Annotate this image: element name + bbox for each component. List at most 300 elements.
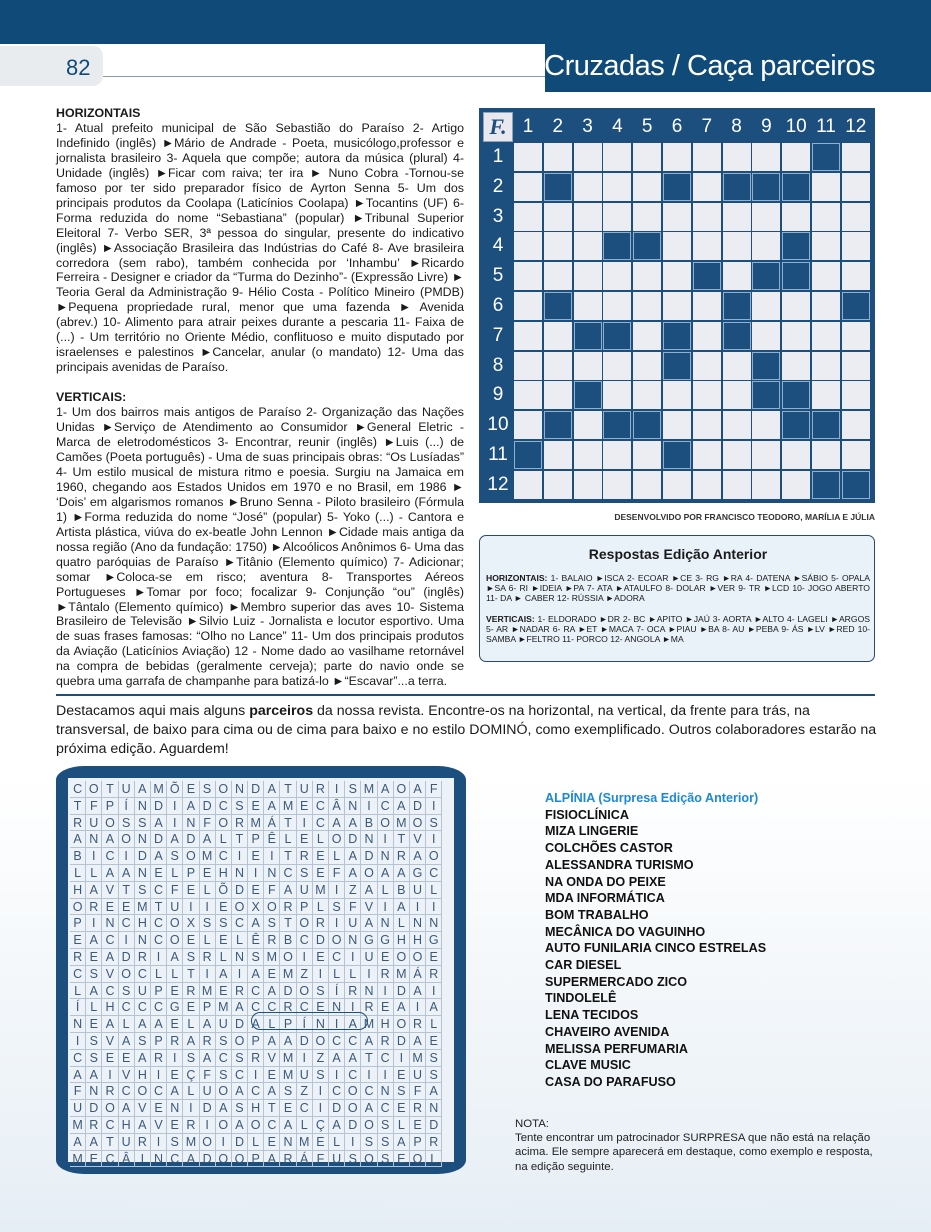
word-search-letter[interactable]: A [329, 1050, 345, 1067]
word-search-letter[interactable]: V [119, 1067, 135, 1084]
word-search-letter[interactable]: I [313, 1083, 329, 1100]
crossword-cell[interactable] [514, 471, 542, 499]
crossword-cell[interactable] [752, 232, 780, 260]
word-search-letter[interactable]: I [361, 966, 377, 983]
word-search-letter[interactable]: C [70, 781, 86, 798]
word-search-letter[interactable]: H [70, 882, 86, 899]
word-search-letter[interactable]: I [167, 798, 183, 815]
word-search-letter[interactable]: E [216, 983, 232, 1000]
word-search-letter[interactable]: X [183, 915, 199, 932]
word-search-letter[interactable]: C [232, 915, 248, 932]
word-search-letter[interactable]: S [426, 1067, 442, 1084]
word-search-letter[interactable]: M [280, 1050, 296, 1067]
word-search-letter[interactable]: C [313, 815, 329, 832]
word-search-letter[interactable]: N [313, 1016, 329, 1033]
word-search-letter[interactable]: R [70, 949, 86, 966]
crossword-cell[interactable] [752, 471, 780, 499]
word-search-letter[interactable]: D [200, 798, 216, 815]
word-search-letter[interactable]: S [232, 798, 248, 815]
word-search-letter[interactable]: Ç [313, 1117, 329, 1134]
crossword-cell[interactable] [663, 143, 691, 171]
word-search-letter[interactable]: L [216, 831, 232, 848]
word-search-letter[interactable]: S [426, 815, 442, 832]
word-search-letter[interactable]: A [167, 949, 183, 966]
word-search-letter[interactable]: A [426, 999, 442, 1016]
word-search-letter[interactable]: E [183, 932, 199, 949]
word-search-letter[interactable]: S [135, 815, 151, 832]
word-search-letter[interactable]: R [167, 1033, 183, 1050]
word-search-letter[interactable]: P [102, 798, 118, 815]
crossword-cell[interactable] [633, 203, 661, 231]
word-search-letter[interactable]: C [102, 1117, 118, 1134]
word-search-letter[interactable]: L [151, 966, 167, 983]
word-search-letter[interactable]: C [151, 1083, 167, 1100]
word-search-letter[interactable]: C [345, 1067, 361, 1084]
word-search-letter[interactable]: U [119, 1134, 135, 1151]
word-search-letter[interactable]: I [313, 1100, 329, 1117]
word-search-letter[interactable]: L [119, 1016, 135, 1033]
word-search-letter[interactable]: C [102, 848, 118, 865]
word-search-letter[interactable]: I [119, 932, 135, 949]
word-search-letter[interactable]: I [426, 831, 442, 848]
word-search-letter[interactable]: D [200, 1100, 216, 1117]
word-search-letter[interactable]: A [232, 999, 248, 1016]
word-search-letter[interactable]: C [70, 966, 86, 983]
word-search-letter[interactable]: L [313, 899, 329, 916]
word-search-letter[interactable]: A [248, 1016, 264, 1033]
word-search-letter[interactable]: V [102, 966, 118, 983]
word-search-letter[interactable]: S [232, 1100, 248, 1117]
word-search-letter[interactable]: A [345, 848, 361, 865]
word-search-letter[interactable]: O [86, 781, 102, 798]
word-search-letter[interactable]: C [102, 932, 118, 949]
word-search-letter[interactable]: E [167, 1117, 183, 1134]
word-search-letter[interactable]: A [280, 1117, 296, 1134]
word-search-letter[interactable]: C [313, 798, 329, 815]
crossword-cell[interactable] [633, 173, 661, 201]
word-search-letter[interactable]: I [70, 1033, 86, 1050]
word-search-letter[interactable]: N [329, 999, 345, 1016]
word-search-letter[interactable]: A [248, 915, 264, 932]
word-search-letter[interactable]: E [167, 983, 183, 1000]
word-search-letter[interactable]: E [313, 1134, 329, 1151]
crossword-cell[interactable] [663, 411, 691, 439]
word-search-letter[interactable]: L [167, 966, 183, 983]
word-search-letter[interactable]: E [102, 899, 118, 916]
word-search-letter[interactable]: R [361, 999, 377, 1016]
word-search-letter[interactable]: E [102, 1050, 118, 1067]
word-search-letter[interactable]: A [280, 882, 296, 899]
word-search-letter[interactable]: A [378, 865, 394, 882]
word-search-letter[interactable]: L [167, 865, 183, 882]
word-search-letter[interactable]: F [86, 798, 102, 815]
word-search-letter[interactable]: L [297, 1117, 313, 1134]
word-search-letter[interactable]: D [151, 798, 167, 815]
word-search-letter[interactable]: F [410, 1083, 426, 1100]
crossword-cell[interactable] [812, 292, 840, 320]
word-search-letter[interactable]: C [102, 1151, 118, 1168]
word-search-letter[interactable]: N [426, 1100, 442, 1117]
word-search-letter[interactable]: I [119, 848, 135, 865]
word-search-letter[interactable]: S [345, 1151, 361, 1168]
word-search-letter[interactable]: M [70, 1151, 86, 1168]
word-search-letter[interactable]: S [86, 1033, 102, 1050]
word-search-letter[interactable]: Í [119, 798, 135, 815]
word-search-letter[interactable]: F [313, 1151, 329, 1168]
word-search-letter[interactable]: P [410, 1134, 426, 1151]
word-search-letter[interactable]: E [248, 848, 264, 865]
word-search-letter[interactable]: V [361, 899, 377, 916]
word-search-letter[interactable]: L [329, 966, 345, 983]
word-search-letter[interactable]: I [232, 966, 248, 983]
word-search-letter[interactable]: B [361, 815, 377, 832]
word-search-letter[interactable]: A [361, 1100, 377, 1117]
word-search-letter[interactable]: A [200, 831, 216, 848]
word-search-letter[interactable]: U [297, 781, 313, 798]
word-search-letter[interactable]: N [378, 1083, 394, 1100]
word-search-letter[interactable]: E [119, 1050, 135, 1067]
word-search-letter[interactable]: C [297, 999, 313, 1016]
word-search-letter[interactable]: R [280, 1151, 296, 1168]
word-search-letter[interactable]: O [167, 932, 183, 949]
word-search-letter[interactable]: N [264, 865, 280, 882]
word-search-letter[interactable]: O [102, 815, 118, 832]
crossword-cell[interactable] [752, 322, 780, 350]
word-search-letter[interactable]: L [216, 949, 232, 966]
crossword-cell[interactable] [693, 173, 721, 201]
word-search-letter[interactable]: U [200, 1083, 216, 1100]
word-search-letter[interactable]: I [200, 899, 216, 916]
word-search-letter[interactable]: A [361, 1033, 377, 1050]
word-search-letter[interactable]: A [183, 1033, 199, 1050]
crossword-cell[interactable] [693, 411, 721, 439]
crossword-cell[interactable] [544, 471, 572, 499]
word-search-letter[interactable]: C [70, 1050, 86, 1067]
word-search-letter[interactable]: Á [264, 815, 280, 832]
word-search-letter[interactable]: H [378, 1016, 394, 1033]
word-search-letter[interactable]: I [361, 798, 377, 815]
word-search-letter[interactable]: I [345, 999, 361, 1016]
word-search-letter[interactable]: A [378, 781, 394, 798]
word-search-letter[interactable]: M [248, 815, 264, 832]
word-search-letter[interactable]: I [216, 1134, 232, 1151]
word-search-letter[interactable]: A [102, 865, 118, 882]
word-search-letter[interactable]: R [394, 848, 410, 865]
word-search-letter[interactable]: Z [313, 1050, 329, 1067]
crossword-cell[interactable] [723, 262, 751, 290]
word-search-letter[interactable]: P [248, 1151, 264, 1168]
crossword-cell[interactable] [603, 143, 631, 171]
crossword-cell[interactable] [544, 352, 572, 380]
word-search-letter[interactable]: E [394, 1100, 410, 1117]
word-search-letter[interactable]: S [426, 1050, 442, 1067]
crossword-cell[interactable] [693, 203, 721, 231]
word-search-letter[interactable]: S [183, 1050, 199, 1067]
word-search-letter[interactable]: R [297, 848, 313, 865]
word-search-letter[interactable]: O [248, 1117, 264, 1134]
word-search-letter[interactable]: R [426, 1134, 442, 1151]
word-search-letter[interactable]: N [135, 798, 151, 815]
word-search-letter[interactable]: R [248, 1050, 264, 1067]
word-search-letter[interactable]: G [378, 932, 394, 949]
word-search-letter[interactable]: Õ [167, 781, 183, 798]
word-search-letter[interactable]: N [280, 1134, 296, 1151]
word-search-letter[interactable]: S [119, 815, 135, 832]
crossword-cell[interactable] [782, 203, 810, 231]
crossword-cell[interactable] [574, 352, 602, 380]
word-search-letter[interactable]: C [167, 1151, 183, 1168]
word-search-letter[interactable]: O [280, 949, 296, 966]
word-search-letter[interactable]: O [70, 899, 86, 916]
word-search-letter[interactable]: L [426, 1016, 442, 1033]
word-search-letter[interactable]: A [200, 1050, 216, 1067]
word-search-letter[interactable]: F [345, 899, 361, 916]
crossword-cell[interactable] [723, 441, 751, 469]
crossword-cell[interactable] [812, 352, 840, 380]
word-search-letter[interactable]: O [216, 1151, 232, 1168]
word-search-letter[interactable]: I [183, 1100, 199, 1117]
crossword-cell[interactable] [782, 143, 810, 171]
word-search-letter[interactable]: A [167, 1083, 183, 1100]
word-search-letter[interactable]: I [410, 999, 426, 1016]
word-search-letter[interactable]: O [297, 983, 313, 1000]
word-search-letter[interactable]: R [280, 899, 296, 916]
word-search-letter[interactable]: A [394, 798, 410, 815]
crossword-cell[interactable] [574, 441, 602, 469]
word-search-letter[interactable]: C [216, 1050, 232, 1067]
word-search-letter[interactable]: H [394, 932, 410, 949]
crossword-cell[interactable] [782, 292, 810, 320]
word-search-letter[interactable]: H [102, 999, 118, 1016]
word-search-letter[interactable]: C [232, 1067, 248, 1084]
word-search-letter[interactable]: U [86, 815, 102, 832]
word-search-letter[interactable]: A [216, 1100, 232, 1117]
word-search-letter[interactable]: A [167, 831, 183, 848]
crossword-cell[interactable] [633, 471, 661, 499]
word-search-letter[interactable]: A [361, 915, 377, 932]
word-search-letter[interactable]: N [232, 781, 248, 798]
crossword-cell[interactable] [812, 381, 840, 409]
crossword-cell[interactable] [574, 471, 602, 499]
word-search-letter[interactable]: A [200, 1016, 216, 1033]
crossword-cell[interactable] [723, 143, 751, 171]
word-search-letter[interactable]: O [264, 899, 280, 916]
word-search-letter[interactable]: R [183, 983, 199, 1000]
crossword-cell[interactable] [633, 352, 661, 380]
word-search-letter[interactable]: A [394, 865, 410, 882]
word-search-letter[interactable]: R [135, 1134, 151, 1151]
word-search-letter[interactable]: T [280, 781, 296, 798]
word-search-letter[interactable]: T [280, 848, 296, 865]
word-search-letter[interactable]: I [102, 1067, 118, 1084]
word-search-letter[interactable]: Í [70, 999, 86, 1016]
crossword-cell[interactable] [723, 381, 751, 409]
word-search-letter[interactable]: I [378, 983, 394, 1000]
word-search-letter[interactable]: A [135, 1117, 151, 1134]
word-search-letter[interactable]: O [119, 831, 135, 848]
word-search-letter[interactable]: O [216, 815, 232, 832]
word-search-letter[interactable]: S [280, 1083, 296, 1100]
word-search-letter[interactable]: E [297, 831, 313, 848]
crossword-cell[interactable] [544, 441, 572, 469]
word-search-letter[interactable]: O [378, 815, 394, 832]
word-search-letter[interactable]: A [86, 1067, 102, 1084]
word-search-letter[interactable]: I [200, 966, 216, 983]
word-search-letter[interactable]: L [232, 932, 248, 949]
word-search-letter[interactable]: I [297, 815, 313, 832]
word-search-letter[interactable]: S [200, 915, 216, 932]
word-search-letter[interactable]: A [86, 1134, 102, 1151]
word-search-letter[interactable]: A [183, 1151, 199, 1168]
word-search-letter[interactable]: L [329, 848, 345, 865]
word-search-letter[interactable]: L [378, 882, 394, 899]
word-search-letter[interactable]: S [216, 915, 232, 932]
word-search-letter[interactable]: A [248, 966, 264, 983]
word-search-letter[interactable]: O [361, 865, 377, 882]
crossword-cell[interactable] [663, 381, 691, 409]
word-search-letter[interactable]: E [86, 1151, 102, 1168]
word-search-letter[interactable]: L [345, 966, 361, 983]
crossword-cell[interactable] [812, 262, 840, 290]
crossword-cell[interactable] [663, 232, 691, 260]
word-search-letter[interactable]: U [329, 1151, 345, 1168]
word-search-letter[interactable]: E [313, 865, 329, 882]
word-search-letter[interactable]: M [183, 1134, 199, 1151]
word-search-letter[interactable]: C [151, 915, 167, 932]
word-search-letter[interactable]: S [216, 1033, 232, 1050]
word-search-letter[interactable]: Z [345, 882, 361, 899]
word-search-letter[interactable]: I [378, 899, 394, 916]
word-search-letter[interactable]: O [394, 949, 410, 966]
word-search-letter[interactable]: T [280, 815, 296, 832]
word-search-letter[interactable]: R [378, 966, 394, 983]
word-search-letter[interactable]: M [361, 1016, 377, 1033]
crossword-cell[interactable] [752, 203, 780, 231]
crossword-cell[interactable] [723, 232, 751, 260]
word-search-letter[interactable]: I [345, 1134, 361, 1151]
word-search-letter[interactable]: L [280, 831, 296, 848]
word-search-letter[interactable]: E [378, 999, 394, 1016]
word-search-letter[interactable]: S [378, 1117, 394, 1134]
crossword-cell[interactable] [812, 232, 840, 260]
word-search-letter[interactable]: A [151, 1016, 167, 1033]
word-search-letter[interactable]: M [135, 899, 151, 916]
word-search-letter[interactable]: E [264, 966, 280, 983]
crossword-cell[interactable] [752, 441, 780, 469]
word-search-letter[interactable]: D [394, 983, 410, 1000]
crossword-cell[interactable] [633, 381, 661, 409]
word-search-letter[interactable]: D [426, 1117, 442, 1134]
word-search-letter[interactable]: O [232, 899, 248, 916]
word-search-letter[interactable]: A [70, 1134, 86, 1151]
word-search-letter[interactable]: S [183, 949, 199, 966]
word-search-letter[interactable]: L [183, 1016, 199, 1033]
word-search-letter[interactable]: S [135, 1033, 151, 1050]
crossword-cell[interactable] [693, 441, 721, 469]
word-search-letter[interactable]: N [70, 1016, 86, 1033]
word-search-letter[interactable]: M [394, 815, 410, 832]
word-search-letter[interactable]: C [102, 983, 118, 1000]
word-search-letter[interactable]: O [216, 1117, 232, 1134]
word-search-letter[interactable]: B [70, 848, 86, 865]
word-search-letter[interactable]: N [102, 915, 118, 932]
word-search-letter[interactable]: G [167, 999, 183, 1016]
word-search-letter[interactable]: V [135, 1100, 151, 1117]
crossword-cell[interactable] [514, 411, 542, 439]
word-search-letter[interactable]: A [102, 831, 118, 848]
word-search-letter[interactable]: S [248, 949, 264, 966]
word-search-letter[interactable]: A [135, 781, 151, 798]
word-search-letter[interactable]: Â [329, 798, 345, 815]
word-search-letter[interactable]: E [264, 1067, 280, 1084]
word-search-letter[interactable]: D [86, 1100, 102, 1117]
word-search-letter[interactable]: Í [329, 983, 345, 1000]
word-search-letter[interactable]: I [200, 1117, 216, 1134]
crossword-cell[interactable] [603, 441, 631, 469]
word-search-letter[interactable]: I [183, 899, 199, 916]
word-search-letter[interactable]: I [361, 1067, 377, 1084]
word-search-letter[interactable]: R [280, 999, 296, 1016]
word-search-letter[interactable]: Ç [183, 1067, 199, 1084]
word-search-letter[interactable]: M [297, 1134, 313, 1151]
word-search-letter[interactable]: N [345, 932, 361, 949]
crossword-cell[interactable] [574, 262, 602, 290]
word-search-letter[interactable]: C [329, 949, 345, 966]
word-search-letter[interactable]: A [102, 949, 118, 966]
word-search-letter[interactable]: N [378, 848, 394, 865]
crossword-cell[interactable] [842, 411, 870, 439]
word-search-letter[interactable]: D [232, 1134, 248, 1151]
crossword-cell[interactable] [514, 232, 542, 260]
word-search-letter[interactable]: E [394, 1067, 410, 1084]
word-search-letter[interactable]: D [410, 798, 426, 815]
word-search-letter[interactable]: C [297, 1100, 313, 1117]
word-search-letter[interactable]: G [410, 865, 426, 882]
word-search-letter[interactable]: H [135, 1067, 151, 1084]
word-search-letter[interactable]: P [297, 899, 313, 916]
crossword-cell[interactable] [603, 381, 631, 409]
crossword-cell[interactable] [693, 352, 721, 380]
word-search-letter[interactable]: M [70, 1117, 86, 1134]
word-search-letter[interactable]: O [167, 915, 183, 932]
word-search-letter[interactable]: A [361, 882, 377, 899]
word-search-letter[interactable]: E [313, 848, 329, 865]
word-search-letter[interactable]: S [329, 899, 345, 916]
crossword-cell[interactable] [574, 232, 602, 260]
word-search-letter[interactable]: R [426, 966, 442, 983]
word-search-letter[interactable]: A [345, 1016, 361, 1033]
crossword-cell[interactable] [544, 262, 572, 290]
word-search-letter[interactable]: N [410, 915, 426, 932]
crossword-cell[interactable] [514, 352, 542, 380]
word-search-letter[interactable]: L [394, 1117, 410, 1134]
word-search-letter[interactable]: D [135, 848, 151, 865]
word-search-letter[interactable]: C [280, 865, 296, 882]
word-search-letter[interactable]: P [248, 1033, 264, 1050]
word-search-letter[interactable]: Á [410, 966, 426, 983]
word-search-letter[interactable]: C [426, 865, 442, 882]
word-search-letter[interactable]: E [313, 949, 329, 966]
word-search-letter[interactable]: O [200, 1134, 216, 1151]
word-search-letter[interactable]: I [345, 949, 361, 966]
word-search-letter[interactable]: L [86, 865, 102, 882]
crossword-cell[interactable] [812, 322, 840, 350]
word-search-letter[interactable]: O [329, 831, 345, 848]
crossword-cell[interactable] [544, 143, 572, 171]
word-search-letter[interactable]: S [232, 1050, 248, 1067]
word-search-letter[interactable]: Z [297, 966, 313, 983]
word-search-letter[interactable]: T [361, 1050, 377, 1067]
